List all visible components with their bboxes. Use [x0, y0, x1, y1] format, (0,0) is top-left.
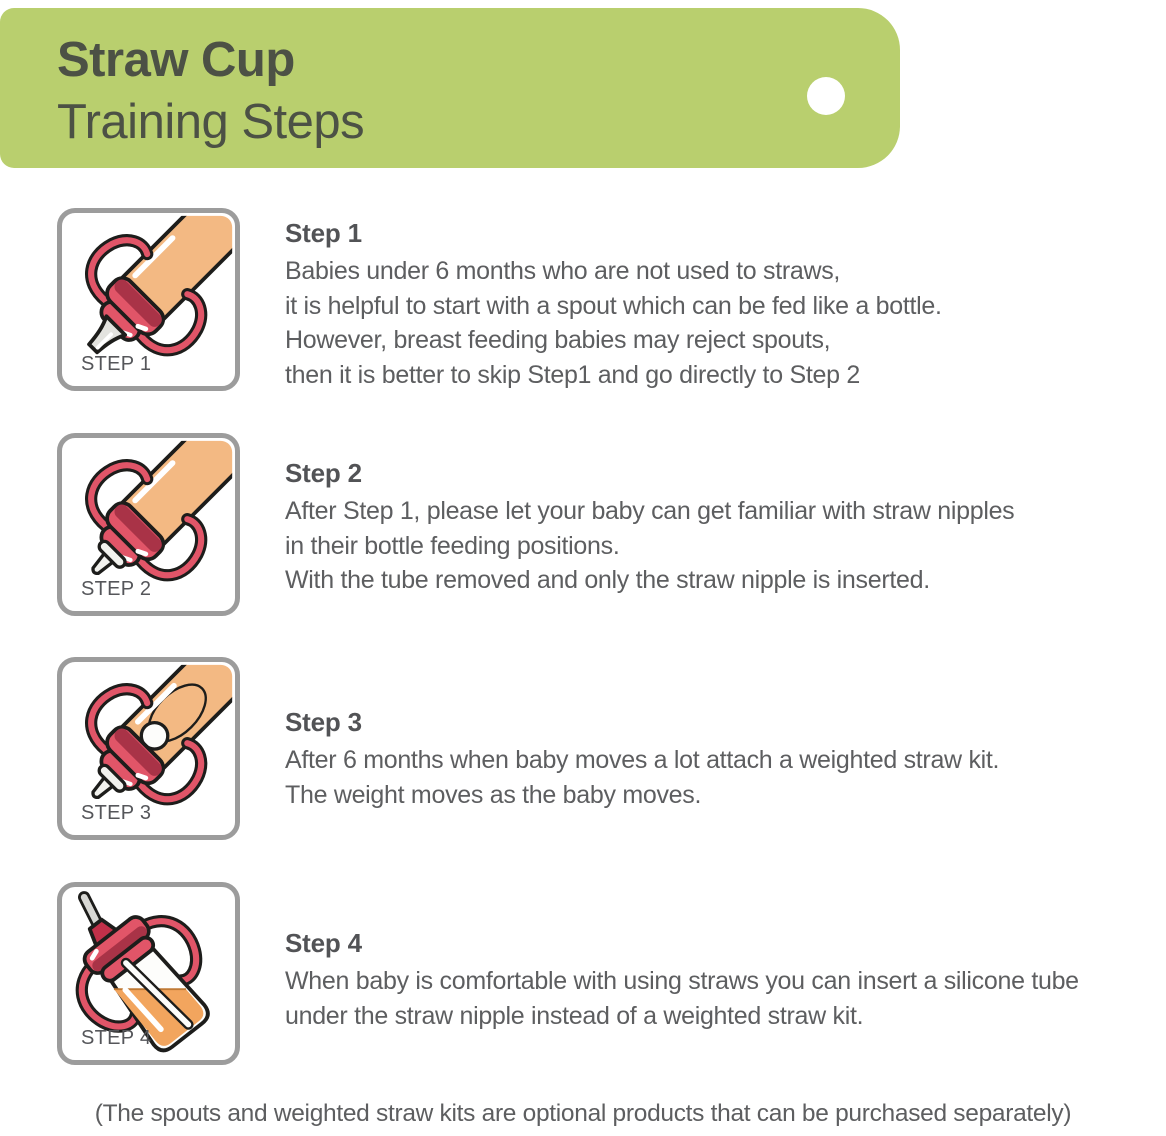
page-subtitle: Training Steps: [57, 95, 365, 149]
footnote: (The spouts and weighted straw kits are optional products that can be purchased separately): [94, 1100, 1072, 1127]
step-3-figure: [57, 657, 240, 840]
white-dot-icon: [807, 77, 845, 115]
step-3-section: [57, 657, 999, 840]
step-3-line-1: After 6 months when baby moves a lot attach a weighted straw kit.: [285, 746, 1000, 774]
step-3-text: [285, 657, 999, 812]
step-1-line-2: it is helpful to start with a spout which can be fed like a bottle.: [285, 291, 942, 320]
step-4-badge: STEP 4: [81, 1027, 152, 1049]
step-4-figure: [57, 882, 240, 1065]
step-4-line-2: under the straw nipple instead of a weighted straw kit.: [285, 1001, 864, 1030]
step-3-heading: Step 3: [285, 707, 362, 737]
step-2-line-2: in their bottle feeding positions.: [285, 531, 620, 560]
step-3-badge: STEP 3: [81, 802, 152, 824]
step-1-line-3: However, breast feeding babies may reject spouts,: [285, 326, 831, 354]
header-banner: [0, 8, 900, 168]
step-1-text: [285, 208, 942, 392]
step-2-heading: Step 2: [285, 458, 362, 488]
page-title: Straw Cup: [57, 33, 295, 87]
step-2-line-1: After Step 1, please let your baby can get familiar with straw nipples: [285, 497, 1015, 525]
step-2-figure: [57, 433, 240, 616]
step-2-line-3: With the tube removed and only the straw nipple is inserted.: [285, 566, 930, 594]
step-4-section: [57, 882, 1079, 1065]
step-3-line-2: The weight moves as the baby moves.: [285, 780, 702, 809]
step-2-text: [285, 433, 1014, 598]
step-4-heading: Step 4: [285, 928, 362, 958]
step-1-figure: [57, 208, 240, 391]
step-1-line-4: then it is better to skip Step1 and go directly to Step 2: [285, 360, 860, 389]
step-1-badge: STEP 1: [81, 353, 152, 375]
step-4-text: [285, 882, 1079, 1033]
step-1-line-1: Babies under 6 months who are not used to straws,: [285, 257, 841, 285]
step-2-section: [57, 433, 1014, 616]
step-1-section: [57, 208, 942, 392]
step-4-line-1: When baby is comfortable with using straws you can insert a silicone tube: [285, 967, 1079, 995]
step-1-heading: Step 1: [285, 218, 362, 248]
step-2-badge: STEP 2: [81, 578, 152, 600]
